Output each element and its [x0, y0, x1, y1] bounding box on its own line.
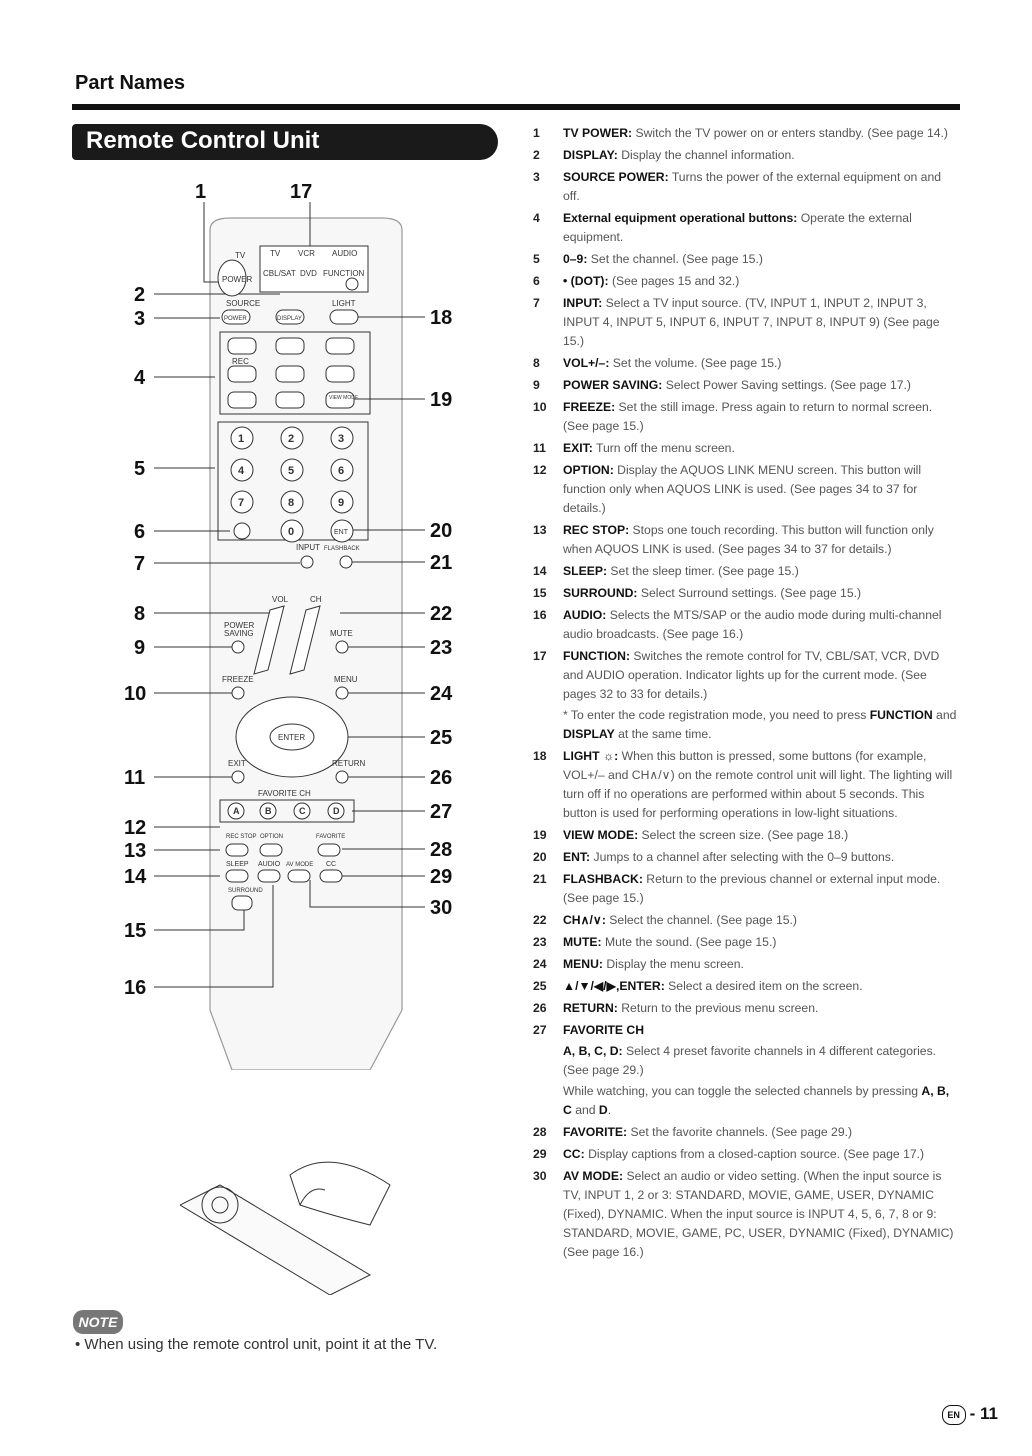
surround-button [232, 896, 252, 910]
list-item [533, 354, 961, 373]
power-saving-label-2: SAVING [224, 629, 254, 638]
remote-control-diagram [120, 170, 480, 1070]
item-description: Switches the remote control for TV, CBL/SAT, VCR, DVD and AUDIO operation. Indicator lights up for the current mode. (See pages 32 to 33 for details.) [563, 649, 940, 701]
item-term: CC: [563, 1147, 585, 1161]
item-body [563, 209, 961, 247]
view-mode-label: VIEW MODE [329, 395, 359, 401]
ch-label: CH [310, 595, 322, 604]
item-number: 23 [533, 935, 547, 949]
list-item [533, 870, 961, 908]
part-descriptions [533, 124, 961, 1265]
item-body [563, 606, 961, 644]
item-number: 17 [533, 649, 547, 663]
item-description: Select Power Saving settings. (See page 17.) [665, 378, 911, 392]
callout-28: 28 [430, 839, 453, 861]
item-description: Set the favorite channels. (See page 29.) [630, 1125, 853, 1139]
key-3: 3 [338, 433, 345, 445]
item-body [563, 439, 961, 458]
callout-7: 7 [134, 553, 146, 575]
list-item [533, 272, 961, 291]
callout-20: 20 [430, 520, 453, 542]
list-item [533, 124, 961, 143]
item-body [563, 294, 961, 351]
key-5: 5 [288, 465, 295, 477]
callout-18: 18 [430, 307, 453, 329]
item-number: 9 [533, 378, 540, 392]
page-footer [942, 1404, 998, 1425]
ent-label: ENT [334, 529, 348, 536]
item-description: Select Surround settings. (See page 15.) [640, 586, 862, 600]
item-term: VOL+/–: [563, 356, 610, 370]
list-item [533, 747, 961, 823]
item-body [563, 1167, 961, 1262]
callout-30: 30 [430, 897, 453, 919]
item-body [563, 747, 961, 823]
item-number: 7 [533, 296, 540, 310]
flashback-button [340, 556, 352, 568]
callout-26: 26 [430, 767, 453, 789]
sleep-label: SLEEP [226, 861, 249, 868]
list-item [533, 461, 961, 518]
power-saving-button [232, 641, 244, 653]
enter-label: ENTER [278, 733, 306, 742]
item-description: Turn off the menu screen. [595, 441, 735, 455]
item-body [563, 562, 961, 581]
item-description: When this button is pressed, some buttons (for example, VOL+/– and CH∧/∨) on the remote control unit will light. The lighting will turn off if no operations are performed within about 5 seconds. This button is used for performing operations in low-light situations. [563, 749, 953, 820]
function-button [346, 278, 358, 290]
item-body [563, 647, 961, 744]
key-7: 7 [238, 497, 245, 509]
favorite-button [318, 844, 340, 856]
key-4: 4 [238, 465, 245, 477]
item-body [563, 826, 961, 845]
list-item [533, 1123, 961, 1142]
callout-2: 2 [134, 284, 146, 306]
svg-text:POWER: POWER [224, 316, 247, 322]
list-item [533, 439, 961, 458]
audio-btn-label: AUDIO [258, 861, 281, 868]
item-term: ▲/▼/◀/▶,ENTER: [563, 979, 665, 993]
item-number: 12 [533, 463, 547, 477]
item-term: External equipment operational buttons: [563, 211, 798, 225]
item-term: EXIT: [563, 441, 593, 455]
key-8: 8 [288, 497, 295, 509]
item-description: Stops one touch recording. This button will function only when AQUOS LINK is used. (See pages 34 to 37 for details.) [563, 523, 934, 556]
callout-5: 5 [134, 458, 146, 480]
item-number: 24 [533, 957, 547, 971]
cc-button [320, 870, 342, 882]
item-body [563, 870, 961, 908]
item-description: Mute the sound. (See page 15.) [604, 935, 777, 949]
item-description: Switch the TV power on or enters standby. (See page 14.) [635, 126, 948, 140]
item-term: ENT: [563, 850, 591, 864]
item-subentry: A, B, C, D: Select 4 preset favorite channels in 4 different categories. (See page 29.) [563, 1044, 937, 1077]
item-body [563, 999, 961, 1018]
callout-6: 6 [134, 521, 146, 543]
function-label: FUNCTION [323, 269, 365, 278]
favorite-label: FAVORITE [316, 834, 346, 840]
callout-29: 29 [430, 866, 453, 888]
item-term: REC STOP: [563, 523, 630, 537]
item-description: Set the still image. Press again to return to normal screen. (See page 15.) [563, 400, 933, 433]
banner [72, 124, 498, 160]
item-body [563, 398, 961, 436]
item-description: Return to the previous menu screen. [621, 1001, 819, 1015]
list-item [533, 933, 961, 952]
item-term: MENU: [563, 957, 603, 971]
menu-button [336, 687, 348, 699]
item-number: 3 [533, 170, 540, 184]
callout-21: 21 [430, 552, 453, 574]
item-term: OPTION: [563, 463, 614, 477]
key-9: 9 [338, 497, 345, 509]
item-number: 28 [533, 1125, 547, 1139]
vcr-label: VCR [298, 249, 315, 258]
item-description: Select an audio or video setting. (When the input source is TV, INPUT 1, 2 or 3: STANDARD, MOVIE, GAME, USER, DYNAMIC (Fixed), DYNAMIC. When the input source is INPUT 4, 5, 6, 7, 8 or 9: STANDARD, MOVIE, GAME, PC, USER, DYNAMIC (Fixed), DYNAMIC) (See page 16.) [563, 1169, 954, 1259]
item-number: 25 [533, 979, 547, 993]
item-body [563, 1123, 961, 1142]
item-term: SURROUND: [563, 586, 638, 600]
callout-19: 19 [430, 389, 453, 411]
item-description: Display captions from a closed-caption source. (See page 17.) [588, 1147, 925, 1161]
callout-16: 16 [124, 977, 147, 999]
item-term: FAVORITE: [563, 1125, 628, 1139]
list-item [533, 1145, 961, 1164]
rec-stop-label: REC STOP [226, 834, 257, 840]
return-button [336, 771, 348, 783]
item-number: 10 [533, 400, 547, 414]
callout-9: 9 [134, 637, 146, 659]
callout-17: 17 [290, 181, 313, 203]
key-1: 1 [238, 433, 245, 445]
sleep-button [226, 870, 248, 882]
callout-4: 4 [134, 367, 146, 389]
light-label: LIGHT [332, 299, 356, 308]
svg-text:DISPLAY: DISPLAY [277, 316, 302, 322]
item-body [563, 933, 961, 952]
freeze-button [232, 687, 244, 699]
rec-stop-button [226, 844, 248, 856]
list-item [533, 911, 961, 930]
item-term: 0–9: [563, 252, 588, 266]
note-badge: NOTE [73, 1310, 123, 1334]
page-number: - 11 [969, 1404, 998, 1423]
return-label: RETURN [332, 759, 366, 768]
item-body [563, 124, 961, 143]
item-body [563, 584, 961, 603]
item-number: 14 [533, 564, 547, 578]
key-2: 2 [288, 433, 295, 445]
item-description: Selects the MTS/SAP or the audio mode during multi-channel audio broadcasts. (See page 16.) [563, 608, 942, 641]
list-item [533, 562, 961, 581]
item-term: DISPLAY: [563, 148, 618, 162]
item-number: 5 [533, 252, 540, 266]
fav-key-b: B [265, 806, 272, 816]
item-body [563, 1021, 961, 1120]
callout-8: 8 [134, 603, 146, 625]
callout-10: 10 [124, 683, 147, 705]
item-subentry: While watching, you can toggle the selected channels by pressing A, B, C and D. [563, 1084, 950, 1117]
fav-key-d: D [333, 806, 340, 816]
list-item [533, 209, 961, 247]
item-body [563, 250, 961, 269]
item-number: 6 [533, 274, 540, 288]
list-item [533, 999, 961, 1018]
item-term: FAVORITE CH [563, 1023, 645, 1037]
item-number: 16 [533, 608, 547, 622]
callout-25: 25 [430, 727, 453, 749]
mute-label: MUTE [330, 629, 353, 638]
item-description: Display the AQUOS LINK MENU screen. This button will function only when AQUOS LINK is used. (See pages 34 to 37 for details.) [563, 463, 922, 515]
favorite-ch-label: FAVORITE CH [258, 789, 311, 798]
item-description: Return to the previous channel or external input mode. (See page 15.) [563, 872, 941, 905]
item-term: RETURN: [563, 1001, 618, 1015]
item-body [563, 977, 961, 996]
item-term: AV MODE: [563, 1169, 624, 1183]
item-number: 15 [533, 586, 547, 600]
cc-label: CC [326, 861, 337, 868]
item-number: 20 [533, 850, 547, 864]
item-description: Display the channel information. [621, 148, 795, 162]
item-term: LIGHT ☼: [563, 749, 619, 763]
list-item [533, 521, 961, 559]
av-mode-button [288, 870, 310, 882]
item-number: 30 [533, 1169, 547, 1183]
list-item [533, 647, 961, 744]
input-label: INPUT [296, 543, 320, 552]
callout-13: 13 [124, 840, 147, 862]
list-item [533, 146, 961, 165]
callout-27: 27 [430, 801, 453, 823]
vol-label: VOL [272, 595, 289, 604]
item-description: Select a desired item on the screen. [668, 979, 863, 993]
audio-label: AUDIO [332, 249, 358, 258]
item-term: FLASHBACK: [563, 872, 643, 886]
callout-22: 22 [430, 603, 453, 625]
list-item [533, 977, 961, 996]
exit-button [232, 771, 244, 783]
list-item [533, 848, 961, 867]
section-title: Part Names [75, 72, 186, 94]
item-term: VIEW MODE: [563, 828, 639, 842]
callout-3: 3 [134, 308, 146, 330]
option-label: OPTION [260, 834, 284, 840]
item-number: 4 [533, 211, 540, 225]
item-description: Operate the external equipment. [563, 211, 912, 244]
item-term: SOURCE POWER: [563, 170, 669, 184]
item-term: TV POWER: [563, 126, 633, 140]
item-body [563, 168, 961, 206]
source-label: SOURCE [226, 299, 261, 308]
option-button [260, 844, 282, 856]
item-description: Set the sleep timer. (See page 15.) [610, 564, 799, 578]
item-number: 11 [533, 441, 546, 455]
item-term: AUDIO: [563, 608, 607, 622]
callout-1: 1 [195, 181, 207, 203]
item-description: (See pages 15 and 32.) [611, 274, 740, 288]
audio-button [258, 870, 280, 882]
callout-11: 11 [124, 767, 146, 789]
item-term: POWER SAVING: [563, 378, 663, 392]
list-item [533, 584, 961, 603]
item-body [563, 521, 961, 559]
item-body [563, 354, 961, 373]
surround-label: SURROUND [228, 888, 263, 894]
power-saving-label-1: POWER [224, 621, 255, 630]
fav-key-c: C [299, 806, 306, 816]
item-number: 1 [533, 126, 540, 140]
list-item [533, 294, 961, 351]
cbl-sat-label: CBL/SAT [263, 269, 296, 278]
mute-button [336, 641, 348, 653]
battery-illustration [180, 1145, 400, 1295]
item-description: Select the channel. (See page 15.) [609, 913, 797, 927]
item-number: 19 [533, 828, 547, 842]
list-item [533, 955, 961, 974]
item-description: Select a TV input source. (TV, INPUT 1, INPUT 2, INPUT 3, INPUT 4, INPUT 5, INPUT 6, INPUT 7, INPUT 8, INPUT 9) (See page 15.) [563, 296, 940, 348]
item-description: Set the volume. (See page 15.) [612, 356, 782, 370]
flashback-label: FLASHBACK [324, 546, 360, 552]
item-term: FUNCTION: [563, 649, 631, 663]
item-description: Display the menu screen. [606, 957, 744, 971]
callout-24: 24 [430, 683, 453, 705]
item-body [563, 955, 961, 974]
item-number: 29 [533, 1147, 547, 1161]
callout-15: 15 [124, 920, 147, 942]
item-term: • (DOT): [563, 274, 609, 288]
item-term: FREEZE: [563, 400, 616, 414]
list-item [533, 1167, 961, 1262]
item-body [563, 911, 961, 930]
callout-14: 14 [124, 866, 147, 888]
list-item [533, 168, 961, 206]
list-item [533, 250, 961, 269]
item-subnote: * To enter the code registration mode, you need to press FUNCTION and DISPLAY at the same time. [563, 708, 957, 741]
item-term: MUTE: [563, 935, 602, 949]
callout-23: 23 [430, 637, 453, 659]
item-number: 22 [533, 913, 547, 927]
item-number: 2 [533, 148, 540, 162]
list-item [533, 376, 961, 395]
language-icon: EN [942, 1405, 966, 1425]
item-body [563, 1145, 961, 1164]
list-item [533, 1021, 961, 1120]
tv-power-label: POWER [222, 275, 253, 284]
dvd-label: DVD [300, 269, 317, 278]
item-description: Jumps to a channel after selecting with the 0–9 buttons. [593, 850, 895, 864]
item-number: 13 [533, 523, 547, 537]
item-number: 8 [533, 356, 540, 370]
item-term: INPUT: [563, 296, 603, 310]
item-body [563, 146, 961, 165]
freeze-label: FREEZE [222, 675, 254, 684]
item-number: 26 [533, 1001, 547, 1015]
item-body [563, 376, 961, 395]
item-number: 27 [533, 1023, 547, 1037]
key-6: 6 [338, 465, 345, 477]
item-body [563, 848, 961, 867]
item-body [563, 461, 961, 518]
item-description: Set the channel. (See page 15.) [590, 252, 763, 266]
item-number: 21 [533, 872, 547, 886]
list-item [533, 826, 961, 845]
list-item [533, 606, 961, 644]
item-term: SLEEP: [563, 564, 608, 578]
light-button [330, 310, 358, 324]
exit-label: EXIT [228, 759, 246, 768]
item-description: Turns the power of the external equipment on and off. [563, 170, 942, 203]
menu-label: MENU [334, 675, 358, 684]
header-rule [72, 104, 960, 110]
input-button [301, 556, 313, 568]
tv-col-label: TV [270, 249, 281, 258]
list-item [533, 398, 961, 436]
tv-label: TV [235, 251, 246, 260]
fav-key-a: A [233, 806, 240, 816]
item-body [563, 272, 961, 291]
av-mode-label: AV MODE [286, 862, 314, 868]
item-term: CH∧/∨: [563, 913, 606, 927]
banner-title: Remote Control Unit [86, 127, 320, 154]
item-description: Select the screen size. (See page 18.) [641, 828, 849, 842]
key-0: 0 [288, 526, 295, 538]
note-text: • When using the remote control unit, point it at the TV. [75, 1336, 438, 1353]
item-number: 18 [533, 749, 547, 763]
rec-label: REC [232, 357, 249, 366]
callout-12: 12 [124, 817, 147, 839]
